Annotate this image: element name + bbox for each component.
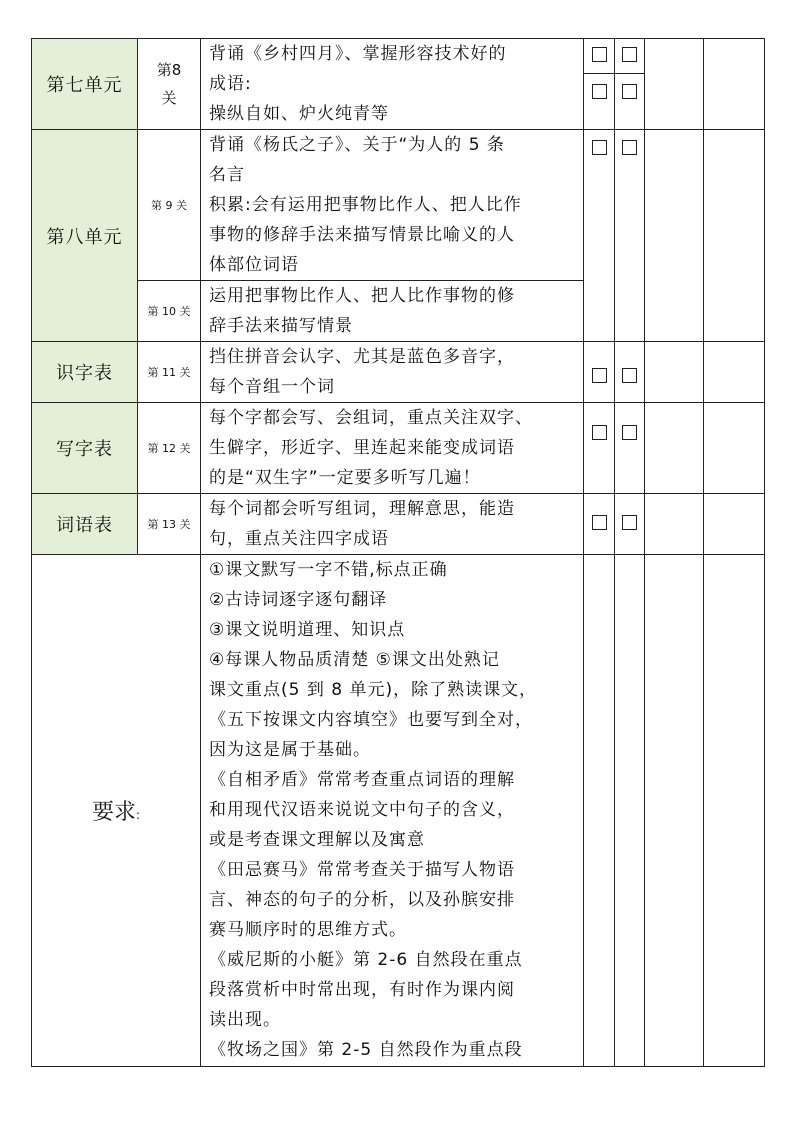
checkbox-cell [615, 130, 645, 342]
checkbox[interactable] [622, 84, 637, 99]
content-line: 名言 [209, 165, 245, 185]
table-row [32, 39, 765, 74]
table-row [32, 342, 765, 403]
content-cell [201, 342, 584, 403]
checkbox[interactable] [592, 515, 607, 530]
unit-cell: 写字表 [32, 403, 138, 494]
content-line: 背诵《杨氏之子》、关于“为人的 5 条 [209, 135, 505, 155]
checkbox[interactable] [622, 368, 637, 383]
content-line: 生僻字，形近字、里连起来能变成词语 [209, 438, 515, 458]
checkbox-cell [584, 403, 615, 494]
content-cell [201, 281, 584, 342]
unit-cell: 第七单元 [32, 39, 138, 130]
content-line: 成语: [209, 74, 252, 94]
content-line: 操纵自如、炉火纯青等 [209, 104, 389, 124]
checkbox[interactable] [592, 84, 607, 99]
requirement-line: 《自相矛盾》常常考查重点词语的理解 [209, 770, 515, 790]
requirement-line: 读出现。 [209, 1010, 281, 1030]
checkbox[interactable] [592, 47, 607, 62]
empty-cell [704, 403, 765, 494]
empty-cell [615, 555, 645, 1067]
content-line: 背诵《乡村四月》、掌握形容技术好的 [209, 44, 507, 64]
requirements-content-cell [201, 555, 584, 1067]
requirements-label-suffix: : [135, 808, 141, 822]
content-line: 事物的修辞手法来描写情景比喻义的人 [209, 225, 515, 245]
level-cell: 第 12 关 [138, 403, 201, 494]
checkbox-cell [615, 403, 645, 494]
checkbox-cell [584, 39, 615, 74]
checkbox-cell [584, 342, 615, 403]
table-row [32, 494, 765, 555]
requirements-label: 要求 [91, 800, 136, 825]
content-line: 每个词都会听写组词，理解意思，能造 [209, 499, 515, 519]
requirement-line: 《威尼斯的小艇》第 2-6 自然段在重点 [209, 950, 523, 970]
level-cell: 第 13 关 [138, 494, 201, 555]
requirement-line: 《牧场之国》第 2-5 自然段作为重点段 [209, 1040, 523, 1060]
empty-cell [704, 555, 765, 1067]
content-cell [201, 494, 584, 555]
checkbox[interactable] [622, 47, 637, 62]
empty-cell [645, 555, 704, 1067]
requirement-line: 或是考查课文理解以及寓意 [209, 830, 425, 850]
level-cell: 第 11 关 [138, 342, 201, 403]
requirement-line: 和用现代汉语来说说文中句子的含义， [209, 800, 515, 820]
level-cell [138, 39, 201, 130]
table-row [32, 130, 765, 281]
empty-cell [704, 494, 765, 555]
requirement-line: 言、神态的句子的分析，以及孙膑安排 [209, 890, 515, 910]
checkbox-cell [615, 74, 645, 130]
content-line: 辞手法来描写情景 [209, 316, 353, 336]
table-row [32, 403, 765, 494]
requirement-line: 因为这是属于基础。 [209, 740, 371, 760]
content-line: 的是“双生字”一定要多听写几遍！ [209, 468, 481, 488]
checkbox-cell [584, 494, 615, 555]
empty-cell [704, 130, 765, 342]
level-text: 关 [161, 89, 177, 107]
empty-cell [645, 494, 704, 555]
level-cell: 第 9 关 [138, 130, 201, 281]
empty-cell [645, 39, 704, 130]
unit-cell: 第八单元 [32, 130, 138, 342]
unit-cell: 识字表 [32, 342, 138, 403]
content-line: 挡住拼音会认字、尤其是蓝色多音字， [209, 347, 515, 367]
content-line: 句，重点关注四字成语 [209, 529, 389, 549]
checkbox[interactable] [622, 140, 637, 155]
checkbox[interactable] [622, 425, 637, 440]
requirement-line: ②古诗词逐字逐句翻译 [209, 590, 388, 610]
content-cell [201, 39, 584, 130]
content-cell [201, 403, 584, 494]
empty-cell [704, 39, 765, 130]
empty-cell [584, 555, 615, 1067]
requirement-line: 课文重点(5 到 8 单元)，除了熟读课文， [209, 680, 538, 700]
requirement-line: 段落赏析中时常出现，有时作为课内阅 [209, 980, 515, 1000]
review-plan-table [31, 38, 765, 1067]
checkbox[interactable] [592, 425, 607, 440]
checkbox-cell [584, 130, 615, 342]
checkbox-cell [615, 342, 645, 403]
level-cell: 第 10 关 [138, 281, 201, 342]
requirement-line: ④每课人物品质清楚 ⑤课文出处熟记 [209, 650, 500, 670]
checkbox-cell [615, 39, 645, 74]
requirement-line: 《五下按课文内容填空》也要写到全对， [209, 710, 533, 730]
content-line: 每个字都会写、会组词，重点关注双字、 [209, 408, 533, 428]
requirements-label-cell [32, 555, 201, 1067]
table-row [32, 555, 765, 1067]
unit-cell: 词语表 [32, 494, 138, 555]
empty-cell [645, 342, 704, 403]
requirement-line: 赛马顺序时的思维方式。 [209, 920, 407, 940]
checkbox[interactable] [622, 515, 637, 530]
checkbox-cell [584, 74, 615, 130]
level-text: 第8 [156, 61, 182, 79]
content-line: 每个音组一个词 [209, 377, 335, 397]
empty-cell [704, 342, 765, 403]
content-line: 体部位词语 [209, 255, 299, 275]
content-cell [201, 130, 584, 281]
requirement-line: ①课文默写一字不错,标点正确 [209, 560, 448, 580]
checkbox[interactable] [592, 140, 607, 155]
content-line: 积累:会有运用把事物比作人、把人比作 [209, 195, 522, 215]
empty-cell [645, 403, 704, 494]
checkbox-cell [615, 494, 645, 555]
requirement-line: ③课文说明道理、知识点 [209, 620, 406, 640]
empty-cell [645, 130, 704, 342]
requirement-line: 《田忌赛马》常常考查关于描写人物语 [209, 860, 515, 880]
content-line: 运用把事物比作人、把人比作事物的修 [209, 286, 515, 306]
checkbox[interactable] [592, 368, 607, 383]
